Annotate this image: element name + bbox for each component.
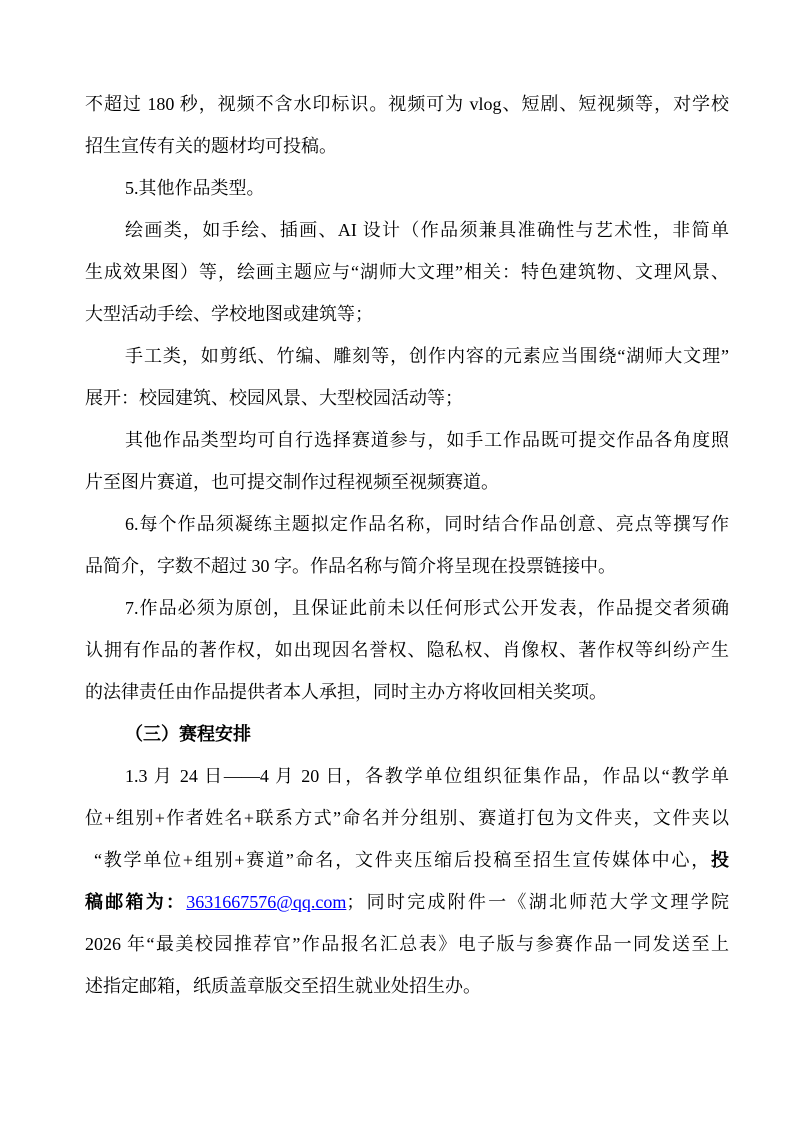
doc-line: 认拥有作品的著作权，如出现因名誉权、隐私权、肖像权、著作权等纠纷产生 <box>85 640 729 660</box>
doc-line: 招生宣传有关的题材均可投稿。 <box>85 136 337 156</box>
doc-line-item-6: 6.每个作品须凝练主题拟定作品名称，同时结合作品创意、亮点等撰写作 <box>125 514 729 534</box>
doc-line-item-1: 1.3 月 24 日——4 月 20 日，各教学单位组织征集作品，作品以“教学单 <box>125 766 729 786</box>
doc-line: 生成效果图）等，绘画主题应与“湖师大文理”相关：特色建筑物、文理风景、 <box>85 262 729 282</box>
doc-line: 其他作品类型均可自行选择赛道参与，如手工作品既可提交作品各角度照 <box>125 430 729 450</box>
doc-line: 绘画类，如手绘、插画、AI 设计（作品须兼具准确性与艺术性，非简单 <box>125 220 729 240</box>
doc-line <box>85 881 729 923</box>
doc-line-text: “教学单位+组别+赛道”命名，文件夹压缩后投稿至招生宣传媒体中心， <box>94 850 711 870</box>
doc-line-text: ；同时完成附件一《湖北师范大学文理学院 <box>346 892 729 912</box>
doc-line: 品简介，字数不超过 30 字。作品名称与简介将呈现在投票链接中。 <box>85 556 616 576</box>
bold-run: 投 <box>711 850 729 870</box>
doc-line-item-5: 5.其他作品类型。 <box>125 178 265 198</box>
doc-line: 片至图片赛道，也可提交制作过程视频至视频赛道。 <box>85 472 499 492</box>
section-heading-schedule: （三）赛程安排 <box>125 724 251 744</box>
doc-line: 大型活动手绘、学校地图或建筑等； <box>85 304 373 324</box>
doc-line: 的法律责任由作品提供者本人承担，同时主办方将收回相关奖项。 <box>85 682 607 702</box>
email-link[interactable]: 3631667576@qq.com <box>186 892 347 912</box>
doc-line <box>85 839 729 881</box>
bold-run-submit-mailbox: 稿邮箱为： <box>85 892 187 912</box>
doc-line: 2026 年“最美校园推荐官”作品报名汇总表》电子版与参赛作品一同发送至上 <box>85 934 729 954</box>
doc-line-item-7: 7.作品必须为原创，且保证此前未以任何形式公开发表，作品提交者须确 <box>125 598 729 618</box>
doc-line: 不超过 180 秒，视频不含水印标识。视频可为 vlog、短剧、短视频等，对学校 <box>85 94 729 114</box>
doc-line: 位+组别+作者姓名+联系方式”命名并分组别、赛道打包为文件夹，文件夹以 <box>85 808 729 828</box>
doc-line: 展开：校园建筑、校园风景、大型校园活动等； <box>85 388 463 408</box>
doc-line: 手工类，如剪纸、竹编、雕刻等，创作内容的元素应当围绕“湖师大文理” <box>125 346 729 366</box>
doc-line: 述指定邮箱，纸质盖章版交至招生就业处招生办。 <box>85 976 481 996</box>
